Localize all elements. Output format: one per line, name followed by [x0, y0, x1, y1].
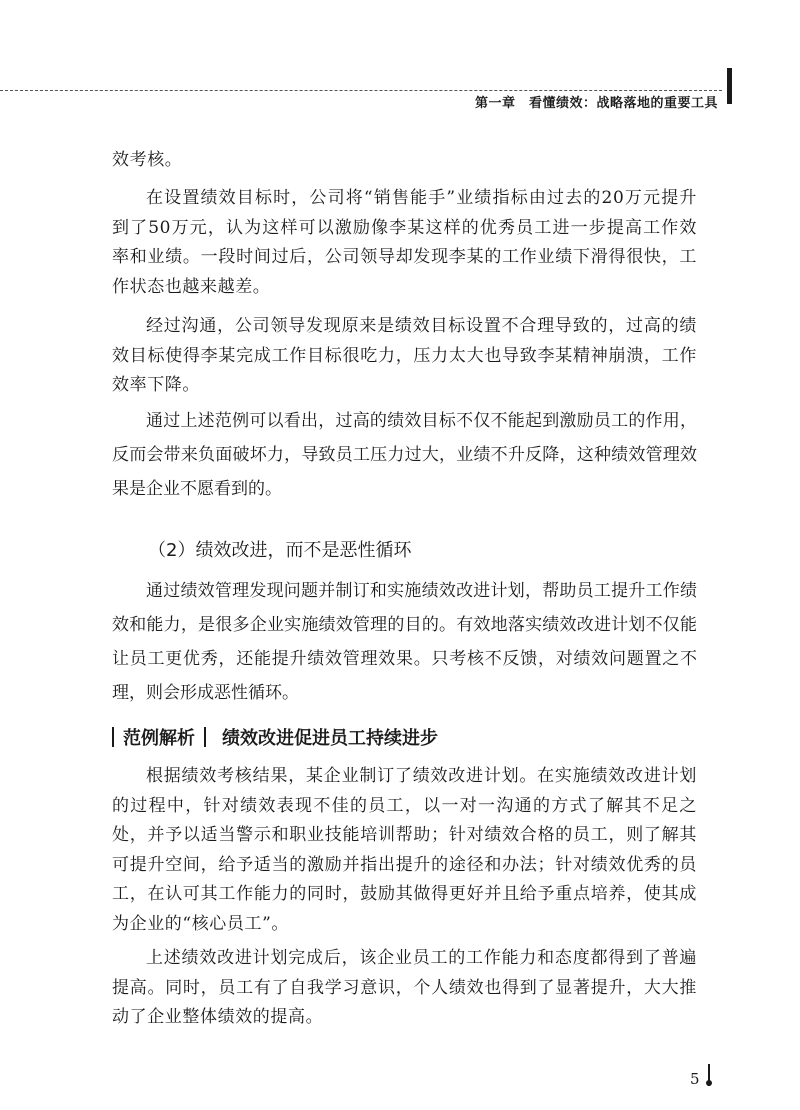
body-paragraph: [112, 312, 697, 401]
paragraph-case-setup: 在设置绩效目标时，公司将“销售能手”业绩指标由过去的20万元提升到了50万元，认为这样可以激励像李某这样的优秀员工进一步提高工作效率和业绩。一段时间过后，公司领导却发现李某的工作业绩下滑得很快，工作状态也越来越差。: [112, 188, 697, 297]
header-rule: [0, 90, 722, 91]
paragraph-conclusion: 通过上述范例可以看出，过高的绩效目标不仅不能起到激励员工的作用，反而会带来负面破坏力，导致员工压力过大，业绩不升反降，这种绩效管理效果是企业不愿看到的。: [112, 411, 697, 499]
case-tag: 范例解析: [123, 728, 195, 749]
case-heading-bar-left: [112, 727, 114, 747]
case-title: 绩效改进促进员工持续进步: [222, 728, 438, 749]
section-heading: （2）绩效改进，而不是恶性循环: [148, 540, 412, 561]
body-paragraph: [112, 146, 697, 176]
case-heading: [112, 724, 438, 750]
paragraph-improvement: 通过绩效管理发现问题并制订和实施绩效改进计划，帮助员工提升工作绩效和能力，是很多企业实施绩效管理的目的。有效地落实绩效改进计划不仅能让员工更优秀，还能提升绩效管理效果。只考核不反馈，对绩效问题置之不理，则会形成恶性循环。: [112, 581, 697, 703]
body-paragraph: [112, 404, 697, 506]
paragraph-case-result: 经过沟通，公司领导发现原来是绩效目标设置不合理导致的，过高的绩效目标使得李某完成工作目标很吃力，压力太大也导致李某精神崩溃，工作效率下降。: [112, 316, 697, 395]
paragraph-case-plan: 根据绩效考核结果，某企业制订了绩效改进计划。在实施绩效改进计划的过程中，针对绩效表现不佳的员工，以一对一沟通的方式了解其不足之处，并予以适当警示和职业技能培训帮助；针对绩效合格的员工，则了解其可提升空间，给予适当的激励并指出提升的途径和办法；针对绩效优秀的员工，在认可其工作能力的同时，鼓励其做得更好并且给予重点培养，使其成为企业的“核心员工”。: [112, 766, 697, 934]
paragraph-continuation: 效考核。: [112, 150, 183, 170]
body-paragraph: [112, 762, 697, 939]
body-paragraph: [112, 944, 697, 1033]
page-number: 5: [690, 1070, 700, 1088]
case-heading-bar-right: [204, 727, 206, 747]
running-header: 第一章 看懂绩效：战略落地的重要工具: [474, 96, 718, 111]
paragraph-case-outcome: 上述绩效改进计划完成后，该企业员工的工作能力和态度都得到了普遍提高。同时，员工有了自我学习意识，个人绩效也得到了显著提升，大大推动了企业整体绩效的提高。: [112, 948, 697, 1027]
body-paragraph: [112, 574, 697, 710]
body-paragraph: [112, 184, 697, 302]
footer-dot: [706, 1080, 712, 1086]
header-edge-bar: [727, 68, 732, 104]
